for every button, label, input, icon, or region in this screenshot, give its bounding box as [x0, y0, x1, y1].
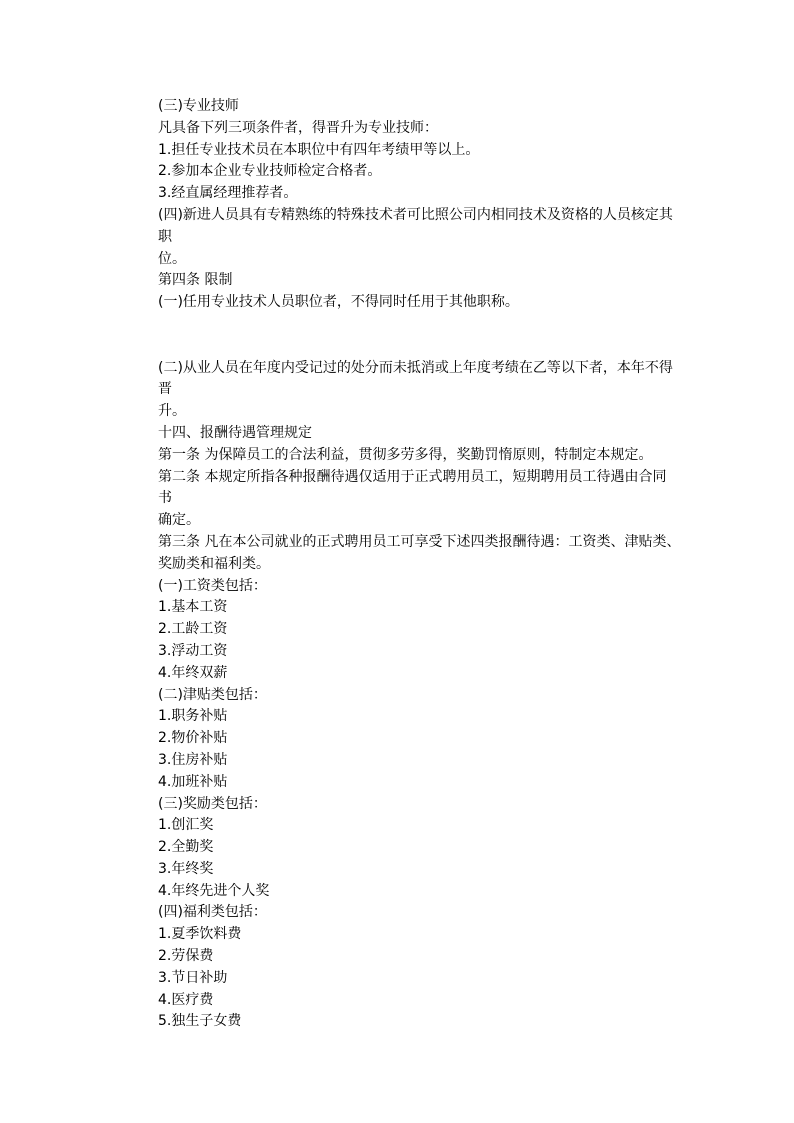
clause-four-line: 职	[158, 228, 172, 245]
list-item: 2.劳保费	[158, 948, 214, 965]
article-four-item: (二)从业人员在年度内受记过的处分而未抵消或上年度考绩在乙等以下者，本年不得	[158, 359, 673, 376]
section-heading-professional-technician: (三)专业技师	[158, 98, 239, 114]
article-two: 确定。	[158, 512, 200, 529]
list-item: 1.夏季饮料费	[158, 926, 242, 943]
list-item: 3.浮动工资	[158, 642, 228, 659]
article-four-item: (一)任用专业技术人员职位者，不得同时任用于其他职称。	[158, 294, 519, 311]
article-one: 第一条 为保障员工的合法利益，贯彻多劳多得，奖勤罚惰原则，特制定本规定。	[158, 446, 653, 463]
list-item: 2.工龄工资	[158, 621, 228, 638]
article-two: 书	[158, 490, 172, 507]
list-item: 2.全勤奖	[158, 839, 214, 856]
list-item: 3.住房补贴	[158, 751, 228, 768]
clause-four-line: 位。	[158, 250, 186, 267]
list-item: 3.节日补助	[158, 969, 228, 986]
article-two: 第二条 本规定所指各种报酬待遇仅适用于正式聘用员工，短期聘用员工待遇由合同	[158, 468, 667, 485]
article-three: 奖励类和福利类。	[158, 555, 270, 572]
list-item: 4.年终双薪	[158, 664, 228, 681]
chapter-title: 十四、报酬待遇管理规定	[158, 424, 312, 441]
list-item: 1.职务补贴	[158, 708, 228, 725]
list-item: 1.担任专业技术员在本职位中有四年考绩甲等以上。	[158, 141, 480, 158]
list-item: 4.年终先进个人奖	[158, 882, 270, 899]
category-heading-rewards: (三)奖励类包括：	[158, 795, 267, 812]
article-four-item: 升。	[158, 403, 186, 420]
document-body	[158, 96, 681, 1033]
category-heading-allowances: (二)津贴类包括：	[158, 686, 267, 703]
list-item: 1.基本工资	[158, 599, 228, 616]
list-item: 5.独生子女费	[158, 1013, 242, 1030]
list-item: 2.参加本企业专业技师检定合格者。	[158, 163, 382, 180]
clause-four-line: (四)新进人员具有专精熟练的特殊技术者可比照公司内相同技术及资格的人员核定其	[158, 206, 673, 223]
category-heading-wages: (一)工资类包括：	[158, 577, 267, 594]
list-item: 4.加班补贴	[158, 773, 228, 790]
article-four-title: 第四条 限制	[158, 272, 233, 289]
article-three: 第三条 凡在本公司就业的正式聘用员工可享受下述四类报酬待遇：工资类、津贴类、	[158, 533, 681, 550]
category-heading-welfare: (四)福利类包括：	[158, 904, 267, 921]
list-item: 3.年终奖	[158, 860, 214, 877]
paragraph-gap	[158, 314, 678, 358]
list-item: 4.医疗费	[158, 991, 214, 1008]
list-item: 3.经直属经理推荐者。	[158, 185, 298, 202]
article-four-item: 晋	[158, 381, 172, 398]
list-item: 1.创汇奖	[158, 817, 214, 834]
section-intro: 凡具备下列三项条件者，得晋升为专业技师：	[158, 119, 438, 136]
list-item: 2.物价补贴	[158, 730, 228, 747]
